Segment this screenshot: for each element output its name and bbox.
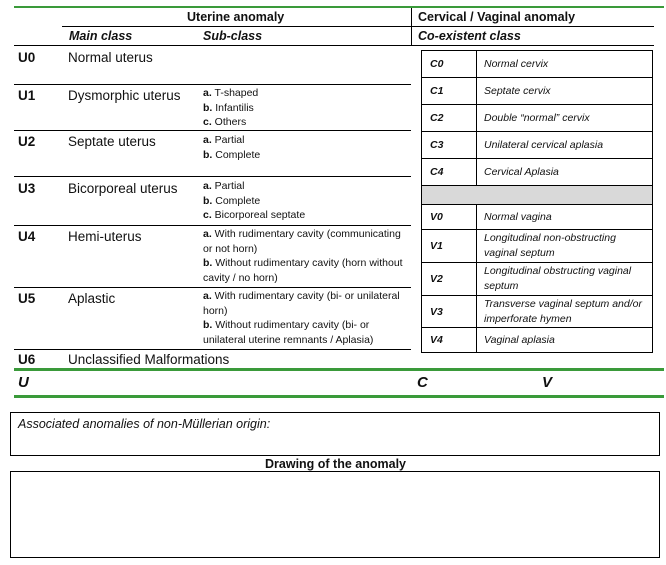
cv-desc: Unilateral cervical aplasia <box>484 138 604 151</box>
cv-row-v1 <box>422 229 652 262</box>
coexistent-class-header: Co-existent class <box>418 29 521 43</box>
result-u-field[interactable]: U <box>18 374 29 391</box>
subheader-underline <box>14 45 654 46</box>
cv-row-v0 <box>422 204 652 229</box>
class-code-u2: U2 <box>18 134 36 149</box>
row-divider <box>14 225 411 226</box>
cv-code: V3 <box>422 296 477 327</box>
subclass-item: b. Complete <box>203 148 261 161</box>
row-divider <box>14 287 411 288</box>
cv-code: V1 <box>422 230 477 262</box>
uterine-anomaly-header: Uterine anomaly <box>187 10 285 24</box>
cv-row-c4 <box>422 158 652 185</box>
subclass-item: c. Others <box>203 116 247 128</box>
drawing-area[interactable] <box>10 471 660 558</box>
subclass-item: a. T-shaped <box>203 87 259 99</box>
cv-code: C0 <box>422 51 477 77</box>
class-name-u2: Septate uterus <box>68 134 156 149</box>
cv-row-v2 <box>422 262 652 295</box>
cv-desc: Longitudinal obstructing vaginal septum <box>484 265 632 292</box>
class-code-u0: U0 <box>18 50 36 65</box>
class-name-u5: Aplastic <box>68 291 116 306</box>
header-underline <box>62 26 654 27</box>
cv-row-v3 <box>422 295 652 327</box>
cervical-vaginal-header: Cervical / Vaginal anomaly <box>418 10 576 24</box>
class-code-u3: U3 <box>18 181 36 196</box>
cv-desc: Septate cervix <box>484 84 551 97</box>
subclass-item: a. With rudimentary cavity (communicating or not horn) <box>203 228 401 255</box>
cv-desc: Vaginal aplasia <box>484 333 555 346</box>
class-code-u1: U1 <box>18 88 36 103</box>
subclass-item: a. Partial <box>203 134 245 146</box>
cv-desc: Longitudinal non-obstructing vaginal septum <box>484 232 616 259</box>
drawing-title: Drawing of the anomaly <box>265 457 406 471</box>
cv-row-c3 <box>422 131 652 158</box>
class-name-u4: Hemi-uterus <box>68 229 142 244</box>
cv-code: V4 <box>422 328 477 352</box>
cv-code: C2 <box>422 105 477 131</box>
cv-desc: Transverse vaginal septum and/or imperforate hymen <box>484 297 642 325</box>
cv-row-separator <box>422 185 652 204</box>
class-name-u0: Normal uterus <box>68 50 153 65</box>
row-divider <box>14 130 411 131</box>
subclass-list-u4 <box>203 227 403 285</box>
cv-desc <box>477 186 652 204</box>
cv-row-v4 <box>422 327 652 352</box>
class-code-u4: U4 <box>18 229 36 244</box>
result-c-field[interactable]: C <box>417 374 428 391</box>
sub-class-header: Sub-class <box>203 29 263 43</box>
top-rule <box>14 6 664 8</box>
cv-desc: Normal vagina <box>484 210 552 223</box>
cv-code: C1 <box>422 78 477 104</box>
cv-code: V2 <box>422 263 477 295</box>
row-divider <box>14 176 411 177</box>
subclass-list-u1 <box>203 86 403 130</box>
class-code-u5: U5 <box>18 291 36 306</box>
result-top-rule <box>14 368 664 371</box>
result-v-field[interactable]: V <box>542 374 553 391</box>
cv-desc: Cervical Aplasia <box>484 165 559 178</box>
subclass-item: b. Without rudimentary cavity (horn without cavity / no horn) <box>203 257 403 284</box>
cv-code: C4 <box>422 159 477 185</box>
subclass-list-u2 <box>203 133 403 162</box>
row-divider <box>14 84 411 85</box>
subclass-item: a. With rudimentary cavity (bi- or unilateral horn) <box>203 290 400 317</box>
associated-anomalies-box[interactable] <box>10 412 660 456</box>
associated-anomalies-label: Associated anomalies of non-Müllerian origin: <box>18 417 271 431</box>
cv-row-c2 <box>422 104 652 131</box>
class-name-u6: Unclassified Malformations <box>68 352 230 367</box>
cv-code: C3 <box>422 132 477 158</box>
class-name-u3: Bicorporeal uterus <box>68 181 178 196</box>
row-divider <box>14 349 411 350</box>
cv-code: V0 <box>422 205 477 229</box>
cv-desc: Double “normal” cervix <box>484 111 590 124</box>
class-name-u1: Dysmorphic uterus <box>68 88 181 103</box>
subclass-list-u3 <box>203 179 403 223</box>
column-divider <box>411 8 412 46</box>
cv-row-c0 <box>422 51 652 77</box>
result-bottom-rule <box>14 395 664 398</box>
cervical-vaginal-table <box>421 50 653 353</box>
subclass-item: b. Infantilis <box>203 101 254 114</box>
cv-code <box>422 186 477 204</box>
subclass-item: b. Complete <box>203 194 261 207</box>
cv-row-c1 <box>422 77 652 104</box>
cv-desc: Normal cervix <box>484 57 549 70</box>
main-class-header: Main class <box>69 29 133 43</box>
subclass-item: b. Without rudimentary cavity (bi- or unilateral uterine remnants / Aplasia) <box>203 319 374 346</box>
subclass-item: c. Bicorporeal septate <box>203 209 306 221</box>
subclass-list-u5 <box>203 289 403 347</box>
class-code-u6: U6 <box>18 352 36 367</box>
subclass-item: a. Partial <box>203 180 245 192</box>
